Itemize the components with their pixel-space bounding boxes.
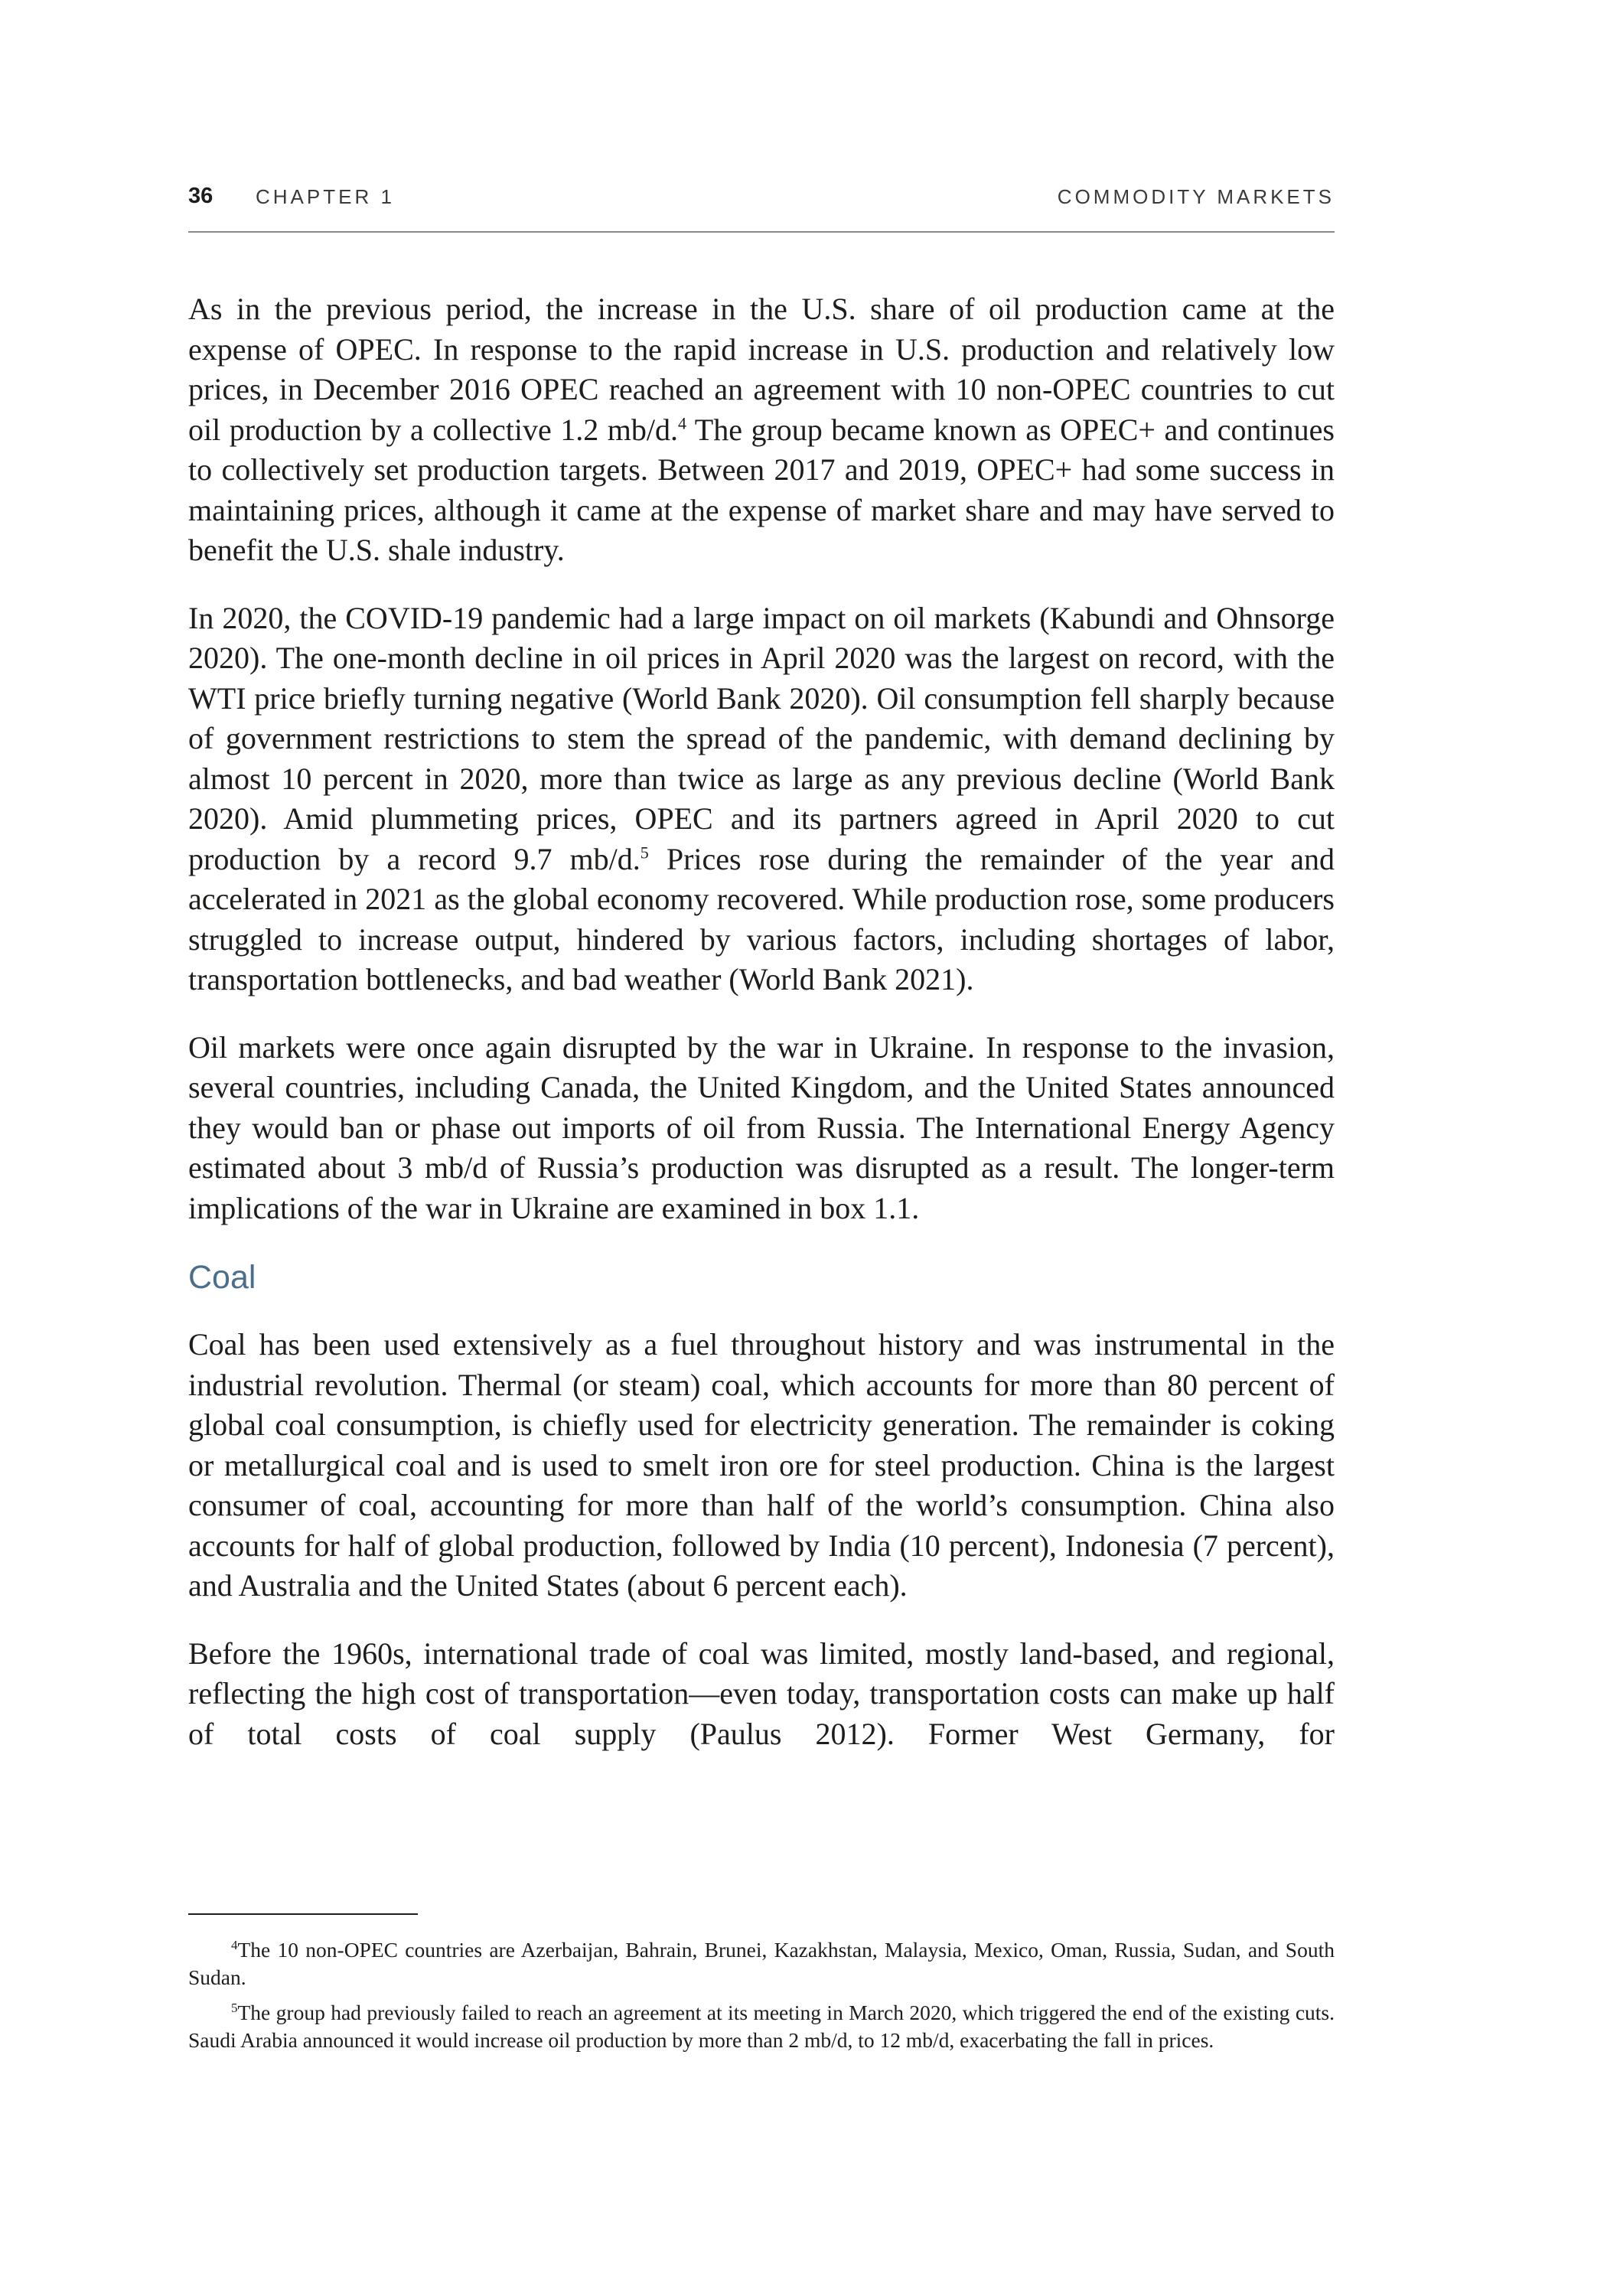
paragraph-coal-1: Coal has been used extensively as a fuel throughout history and was instrumental in the industrial revolution. Thermal (or steam) coal, which accounts for more than 80 percent of global coal consumption, is chiefly used for electricity generation. The remainder is coking or metallurgical coal and is used to smelt iron ore for steel production. China is the largest consumer of coal, accounting for more than half of the world’s consumption. China also accounts for half of global production, followed by India (10 percent), Indonesia (7 percent), and Australia and the United States (about 6 percent each).	[188, 1327, 1335, 1603]
section-heading-coal: Coal	[188, 1259, 256, 1296]
main-text	[188, 289, 1335, 1782]
chapter-label: CHAPTER 1	[256, 185, 395, 208]
footnote-ref-4[interactable]: 4	[678, 413, 686, 433]
paragraph-ukraine: Oil markets were once again disrupted by the war in Ukraine. In response to the invasion, several countries, including Canada, the United Kingdom, and the United States announced they would ban or phase out imports of oil from Russia. The International Energy Agency estimated about 3 mb/d of Russia’s production was disrupted as a result. The longer-term implications of the war in Ukraine are examined in box 1.1.	[188, 1029, 1335, 1225]
running-header	[188, 184, 1335, 230]
footnote-ref-5[interactable]: 5	[640, 843, 649, 863]
footnote-divider	[188, 1913, 418, 1915]
paragraph-coal-2: Before the 1960s, international trade of coal was limited, mostly land-based, and regional, reflecting the high cost of transportation—even today, transportation costs can make up half of total costs of coal supply (Paulus 2012). Former West Germany, for	[188, 1636, 1335, 1751]
page-number: 36	[188, 184, 214, 208]
footnotes	[188, 1936, 1335, 2062]
paragraph-covid: In 2020, the COVID-19 pandemic had a large impact on oil markets (Kabundi and Ohnsorge 2020). The one-month decline in oil prices in April 2020 was the largest on record, with the WTI price briefly turning negative (World Bank 2020). Oil consumption fell sharply because of government restrictions to stem the spread of the pandemic, with demand declining by almost 10 percent in 2020, more than twice as large as any previous decline (World Bank 2020). Amid plummeting prices, OPEC and its partners agreed in April 2020 to cut production by a record 9.7 mb/d.$^5$ Prices rose during the remainder of the year and accelerated in 2021 as the global economy recovered. While production rose, some producers struggled to increase output, hindered by various factors, including shortages of labor, transportation bottlenecks, and bad weather (World Bank 2021).	[188, 600, 1335, 996]
section-label: COMMODITY MARKETS	[1057, 185, 1335, 208]
footnote-4: $^4$The 10 non-OPEC countries are Azerbaijan, Bahrain, Brunei, Kazakhstan, Malaysia, Mexico, Oman, Russia, Sudan, and South Sudan.	[188, 1937, 1335, 1989]
paragraph-opec: As in the previous period, the increase in the U.S. share of oil production came at the expense of OPEC. In response to the rapid increase in U.S. production and relatively low prices, in December 2016 OPEC reached an agreement with 10 non-OPEC countries to cut oil production by a collective 1.2 mb/d.$^4$ The group became known as OPEC+ and continues to collectively set production targets. Between 2017 and 2019, OPEC+ had some success in maintaining prices, although it came at the expense of market share and may have served to benefit the U.S. shale industry.	[188, 292, 1335, 567]
header-divider	[188, 231, 1335, 233]
footnote-5: $^5$The group had previously failed to reach an agreement at its meeting in March 2020, which triggered the end of the existing cuts. Saudi Arabia announced it would increase oil production by more than 2 mb/d, to 12 mb/d, exacerbating the fall in prices.	[188, 2000, 1335, 2052]
